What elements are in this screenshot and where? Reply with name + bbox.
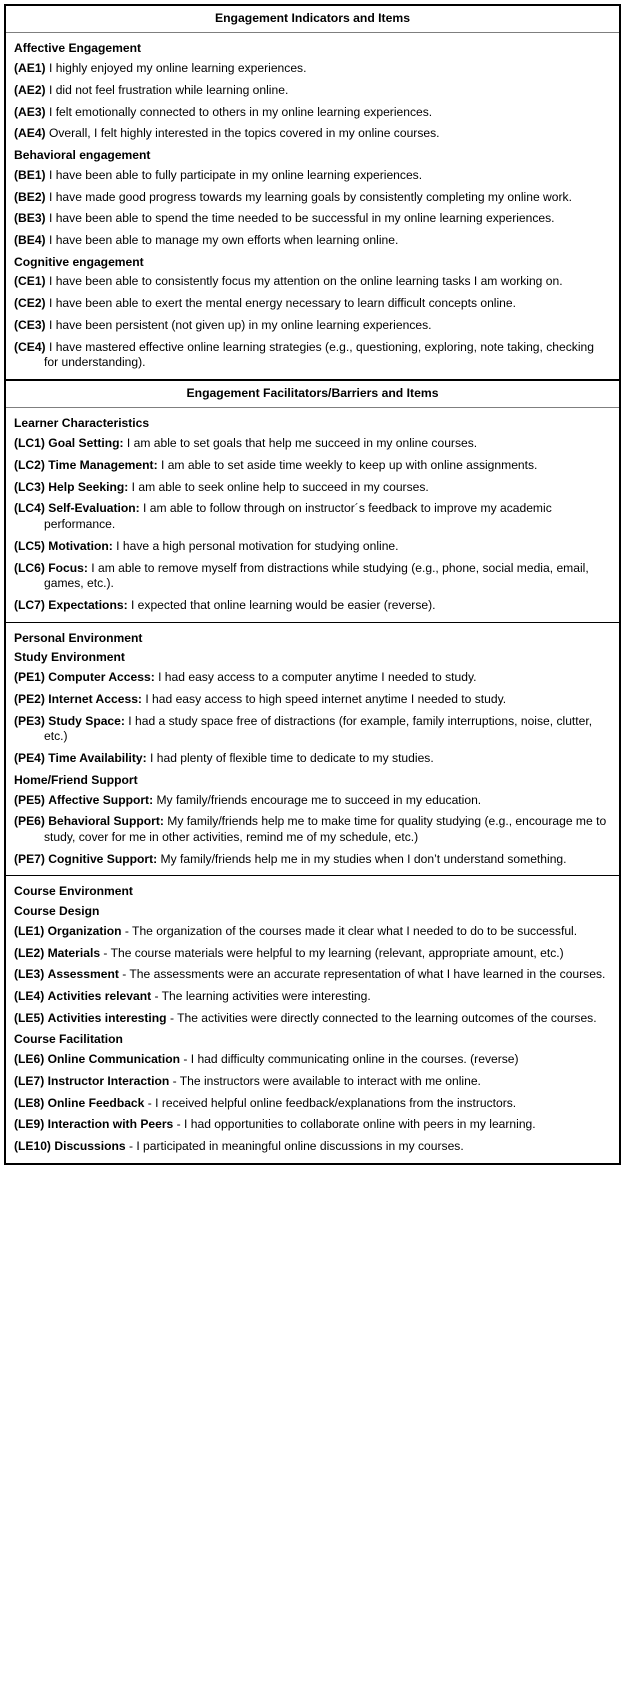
item-text: I am able to set goals that help me succeed in my online courses. [123,436,478,451]
survey-item [14,190,611,206]
content-block [6,408,619,621]
group-heading: Affective Engagement [14,41,142,56]
item-text: - I had opportunities to collaborate online with peers in my learning. [173,1117,536,1132]
survey-item [14,598,611,614]
item-label: Activities relevant [47,989,152,1004]
survey-item [14,793,611,809]
item-text: I had easy access to a computer anytime I needed to study. [154,670,477,685]
item-text: I am able to set aside time weekly to keep up with online assignments. [157,457,538,472]
item-text: - The learning activities were interesting. [151,989,371,1004]
survey-item [14,539,611,555]
survey-item [14,318,611,334]
survey-item [14,436,611,452]
item-text: - I participated in meaningful online discussions in my courses. [125,1139,464,1154]
item-code: (BE1) [14,167,46,182]
survey-item [14,1139,611,1155]
item-text: I had easy access to high speed internet anytime I needed to study. [141,691,507,706]
item-code: (LE10) [14,1139,51,1154]
survey-item [14,714,611,745]
item-code: (CE4) [14,339,46,354]
item-label: Study Space [48,713,121,728]
item-label: Online Communication [47,1052,180,1067]
item-label: Discussions [54,1139,126,1154]
item-text: My family/friends help me to make time for quality studying (e.g., encourage me to study, cover for me in other activities, remind me of my schedule, etc.) [44,814,607,844]
item-code: (CE1) [14,274,46,289]
survey-item [14,852,611,868]
item-label: Goal Setting [48,436,120,451]
survey-item [14,296,611,312]
item-code: (AE3) [14,104,46,119]
item-label: Help Seeking [48,479,125,494]
item-label: Assessment [47,967,119,982]
item-text: - I received helpful online feedback/explanations from the instructors. [144,1095,517,1110]
item-text: I felt emotionally connected to others in my online learning experiences. [48,104,433,119]
group-heading: Study Environment [14,650,125,665]
survey-item [14,670,611,686]
item-text: I have been persistent (not given up) in my online learning experiences. [48,317,432,332]
item-text: I have been able to fully participate in my online learning experiences. [48,167,423,182]
item-code: (PE6) [14,814,45,829]
item-text: I am able to remove myself from distractions while studying (e.g., phone, social media, email, games, etc.). [44,560,589,591]
survey-item [14,168,611,184]
item-code: (LE2) [14,945,45,960]
content-block [6,33,619,379]
item-separator: : [153,851,158,866]
survey-item [14,501,611,532]
survey-item [14,751,611,767]
survey-item [14,692,611,708]
survey-item [14,211,611,227]
item-text: I have made good progress towards my learning goals by consistently completing my online work. [48,189,572,204]
item-text: I did not feel frustration while learning online. [48,82,289,97]
survey-item [14,340,611,371]
item-code: (PE4) [14,751,45,766]
item-code: (LC5) [14,538,45,553]
item-text: I have mastered effective online learning strategies (e.g., questioning, exploring, note taking, checking for understanding). [44,339,594,370]
item-code: (LC3) [14,479,45,494]
item-text: My family/friends encourage me to succeed in my education. [153,792,482,807]
item-code: (LC6) [14,560,45,575]
item-code: (LC2) [14,457,45,472]
item-code: (LE8) [14,1095,45,1110]
item-text: I highly enjoyed my online learning experiences. [48,61,307,76]
survey-item [14,814,611,845]
item-label: Cognitive Support [48,851,154,866]
group-heading: Cognitive engagement [14,254,144,269]
survey-item [14,561,611,592]
item-code: (LE9) [14,1117,45,1132]
item-label: Affective Support [48,792,150,807]
item-code: (BE4) [14,232,46,247]
item-code: (PE2) [14,691,45,706]
item-separator: : [142,751,147,766]
survey-item [14,274,611,290]
engagement-items-table [4,4,621,1165]
survey-item [14,989,611,1005]
section-header: Engagement Facilitators/Barriers and Items [6,379,619,408]
item-text: I have been able to manage my own efforts when learning online. [48,232,399,247]
item-label: Online Feedback [47,1095,145,1110]
item-label: Instructor Interaction [47,1073,170,1088]
item-label: Time Availability [48,751,143,766]
item-code: (CE2) [14,296,46,311]
survey-item [14,1117,611,1133]
item-text: I have been able to spend the time needed to be successful in my online learning experiences. [48,211,555,226]
item-separator: : [149,792,154,807]
group-heading: Course Design [14,904,100,919]
item-separator: : [124,479,129,494]
item-code: (CE3) [14,317,46,332]
item-code: (BE2) [14,189,46,204]
item-label: Motivation [48,538,109,553]
item-separator: : [119,436,124,451]
group-heading: Learner Characteristics [14,416,150,431]
survey-item [14,967,611,983]
item-separator: : [137,691,142,706]
item-text: I have been able to exert the mental energy necessary to learn difficult concepts online. [48,296,516,311]
item-text: I had a study space free of distractions (for example, family interruptions, noise, clutter, etc.) [44,713,593,744]
group-heading: Personal Environment [14,630,143,645]
item-code: (AE4) [14,126,46,141]
item-code: (LE4) [14,989,45,1004]
item-text: - I had difficulty communicating online in the courses. (reverse) [179,1052,519,1067]
item-label: Interaction with Peers [47,1117,174,1132]
group-heading: Home/Friend Support [14,772,138,787]
item-label: Expectations [48,597,124,612]
item-separator: : [135,501,140,516]
item-text: - The assessments were an accurate representation of what I have learned in the courses. [118,967,606,982]
item-code: (LE7) [14,1073,45,1088]
survey-item [14,1011,611,1027]
survey-item [14,105,611,121]
item-code: (LC1) [14,436,45,451]
item-code: (LE3) [14,967,45,982]
item-separator: : [153,457,158,472]
item-text: - The activities were directly connected to the learning outcomes of the courses. [166,1010,597,1025]
item-separator: : [150,670,155,685]
item-text: Overall, I felt highly interested in the topics covered in my online courses. [48,126,440,141]
group-heading: Behavioral engagement [14,148,151,163]
survey-item [14,1096,611,1112]
item-text: I am able to follow through on instructor´s feedback to improve my academic performance. [44,501,552,532]
group-heading: Course Environment [14,884,133,899]
item-text: I am able to seek online help to succeed in my courses. [128,479,429,494]
item-code: (AE1) [14,61,46,76]
survey-item [14,924,611,940]
item-text: I expected that online learning would be easier (reverse). [127,597,436,612]
item-text: My family/friends help me in my studies when I don’t understand something. [157,851,567,866]
item-text: I have a high personal motivation for studying online. [112,538,399,553]
item-label: Organization [47,923,122,938]
item-code: (LE1) [14,923,45,938]
item-text: I have been able to consistently focus my attention on the online learning tasks I am working on. [48,274,563,289]
item-separator: : [159,814,164,829]
item-code: (PE3) [14,713,45,728]
item-separator: : [120,713,125,728]
item-text: - The course materials were helpful to my learning (relevant, appropriate amount, etc.) [100,945,564,960]
item-label: Time Management [48,457,154,472]
survey-item [14,1074,611,1090]
item-code: (PE7) [14,851,45,866]
item-code: (LC7) [14,597,45,612]
item-separator: : [108,538,113,553]
item-code: (AE2) [14,82,46,97]
content-block [6,622,619,876]
item-code: (LE6) [14,1052,45,1067]
item-label: Activities interesting [47,1010,167,1025]
item-code: (BE3) [14,211,46,226]
item-text: - The organization of the courses made it clear what I needed to do to be successful. [121,923,578,938]
item-label: Self-Evaluation [48,501,136,516]
content-block [6,875,619,1162]
item-text: I had plenty of flexible time to dedicate to my studies. [146,751,434,766]
survey-item [14,1052,611,1068]
item-code: (PE1) [14,670,45,685]
item-code: (PE5) [14,792,45,807]
item-label: Computer Access [48,670,151,685]
survey-item [14,480,611,496]
group-heading: Course Facilitation [14,1032,123,1047]
item-text: - The instructors were available to interact with me online. [169,1073,481,1088]
item-code: (LC4) [14,501,45,516]
item-label: Focus [48,560,84,575]
item-separator: : [123,597,128,612]
item-code: (LE5) [14,1010,45,1025]
survey-item [14,83,611,99]
item-label: Materials [47,945,101,960]
item-label: Behavioral Support [48,814,160,829]
survey-item [14,126,611,142]
item-label: Internet Access [48,691,138,706]
survey-item [14,946,611,962]
section-header: Engagement Indicators and Items [6,6,619,33]
survey-item [14,233,611,249]
survey-item [14,458,611,474]
item-separator: : [83,560,88,575]
survey-item [14,61,611,77]
